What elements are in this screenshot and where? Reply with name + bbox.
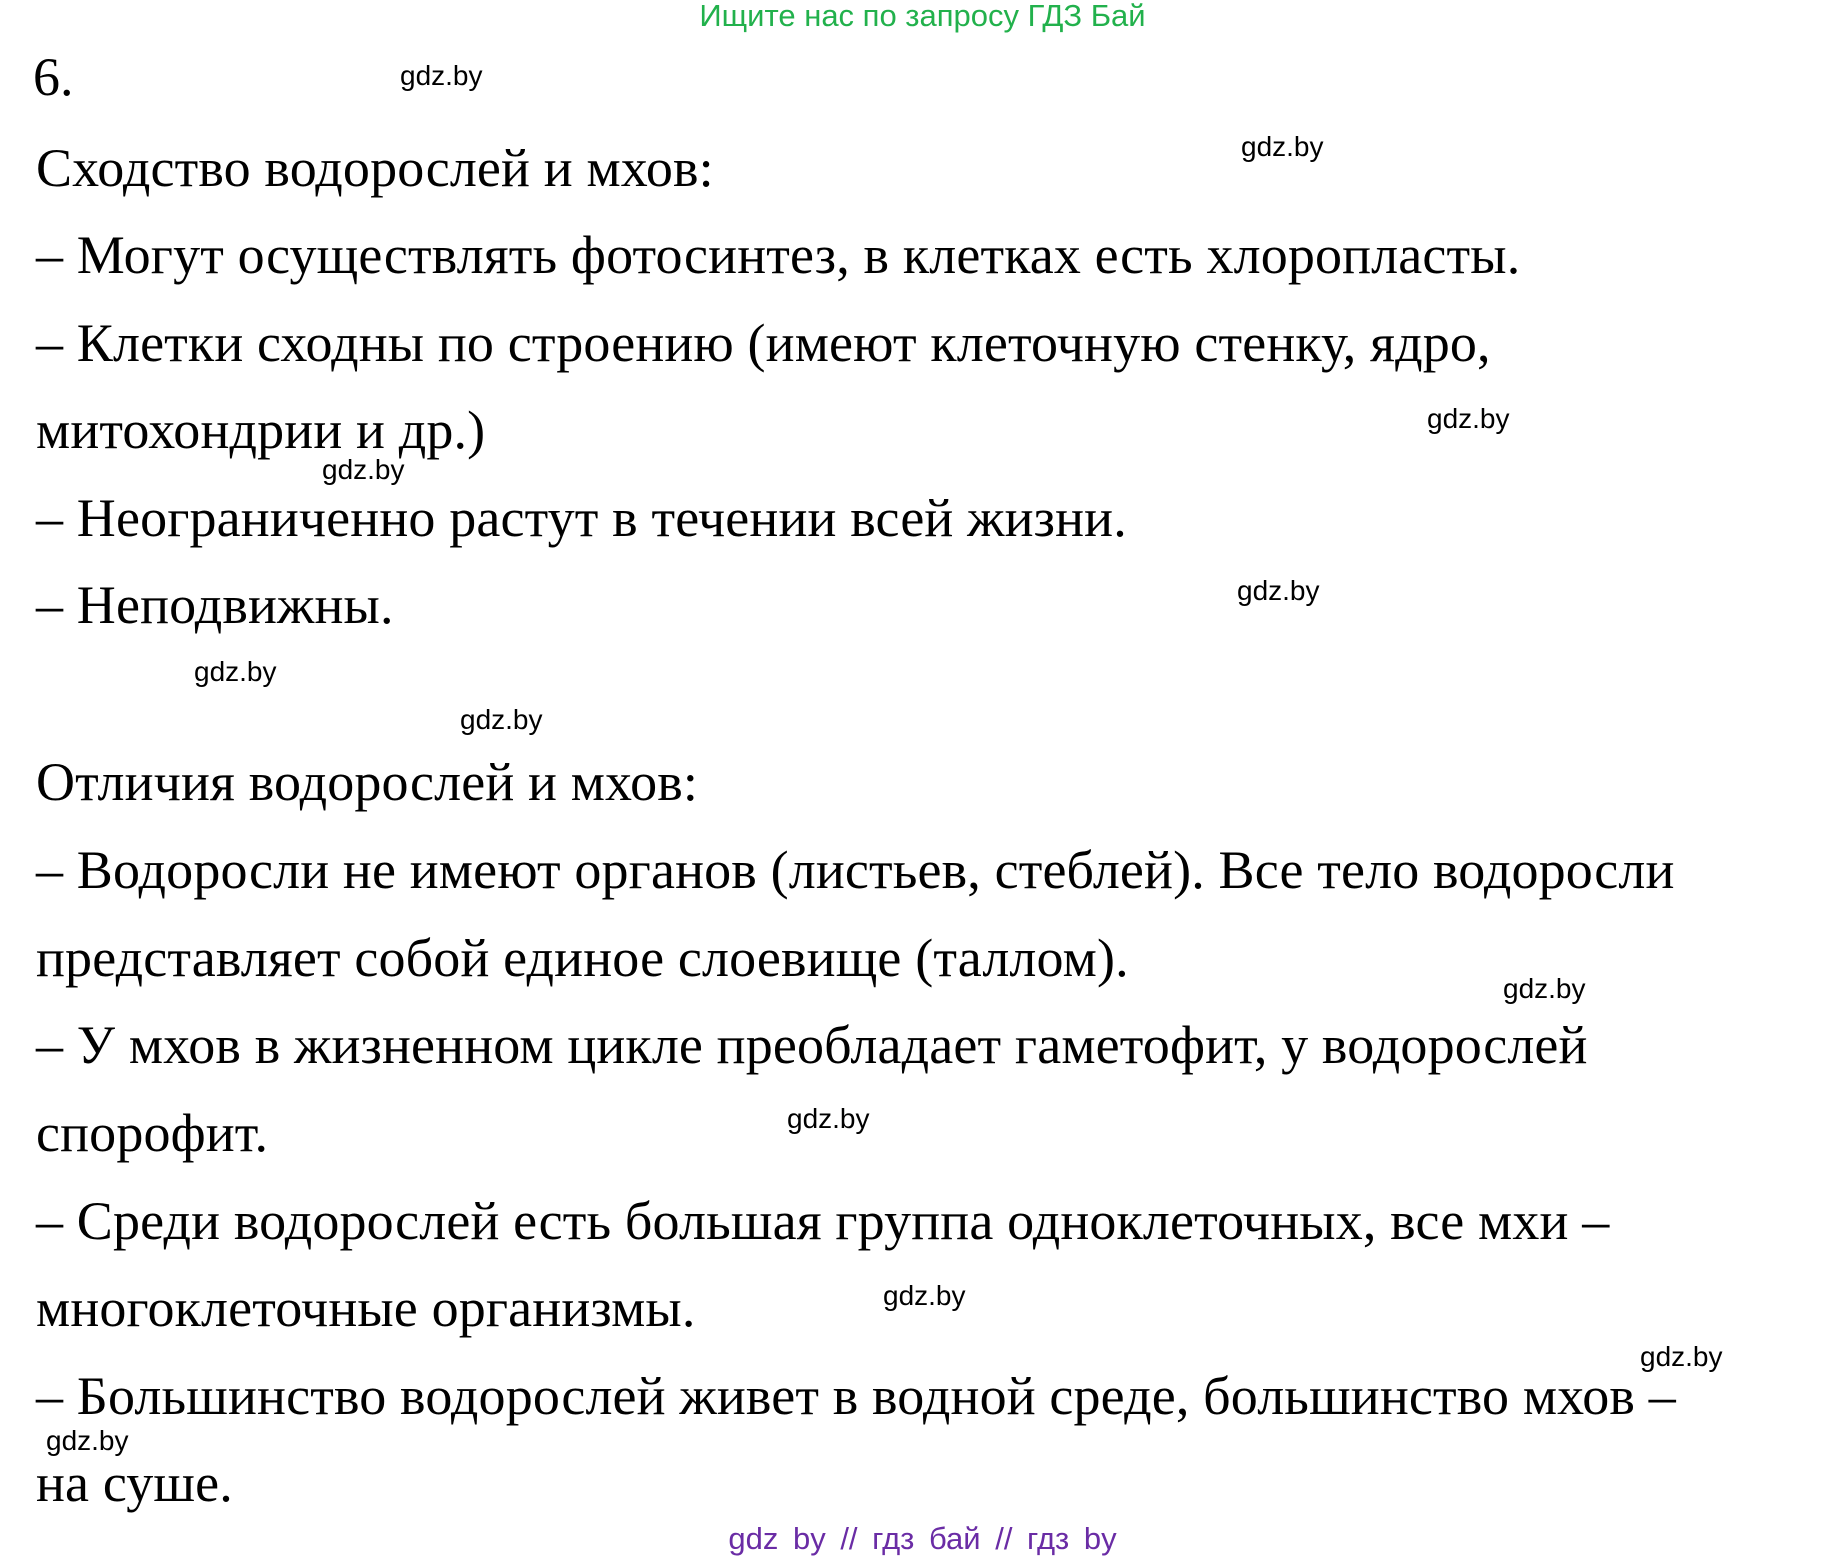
difference-line-1: – Водоросли не имеют органов (листьев, стеблей). Все тело водоросли <box>36 840 1675 900</box>
watermark: gdz.by <box>322 454 405 485</box>
difference-line-6: многоклеточные организмы. <box>36 1278 696 1338</box>
difference-line-5: – Среди водорослей есть большая группа одноклеточных, все мхи – <box>36 1191 1610 1251</box>
similarity-line-1: – Могут осуществлять фотосинтез, в клетках есть хлоропласты. <box>36 225 1521 285</box>
watermark: gdz.by <box>1640 1341 1723 1372</box>
watermark: gdz.by <box>1241 131 1324 162</box>
similarity-line-4: – Неограниченно растут в течении всей жизни. <box>36 488 1127 548</box>
watermark: gdz.by <box>1427 403 1510 434</box>
footer-links: gdz by // гдз бай // гдз by <box>728 1521 1117 1556</box>
watermark: gdz.by <box>460 704 543 735</box>
top-banner: Ищите нас по запросу ГДЗ Бай <box>699 0 1146 33</box>
similarity-line-3: митохондрии и др.) <box>36 400 486 460</box>
similarity-line-2: – Клетки сходны по строению (имеют клеточную стенку, ядро, <box>36 313 1491 373</box>
difference-line-7: – Большинство водорослей живет в водной среде, большинство мхов – <box>36 1366 1676 1426</box>
differences-heading: Отличия водорослей и мхов: <box>36 752 699 812</box>
difference-line-2: представляет собой единое слоевище (таллом). <box>36 928 1129 988</box>
watermark: gdz.by <box>1237 575 1320 606</box>
watermark: gdz.by <box>46 1425 129 1456</box>
watermark: gdz.by <box>400 60 483 91</box>
watermark: gdz.by <box>194 656 277 687</box>
similarity-line-5: – Неподвижны. <box>36 575 394 635</box>
similarities-heading: Сходство водорослей и мхов: <box>36 138 714 198</box>
watermark: gdz.by <box>1503 973 1586 1004</box>
watermark: gdz.by <box>883 1280 966 1311</box>
difference-line-3: – У мхов в жизненном цикле преобладает гаметофит, у водорослей <box>36 1015 1588 1075</box>
task-number: 6. <box>33 47 74 107</box>
watermark: gdz.by <box>787 1103 870 1134</box>
difference-line-8: на суше. <box>36 1453 233 1513</box>
difference-line-4: спорофит. <box>36 1103 269 1163</box>
